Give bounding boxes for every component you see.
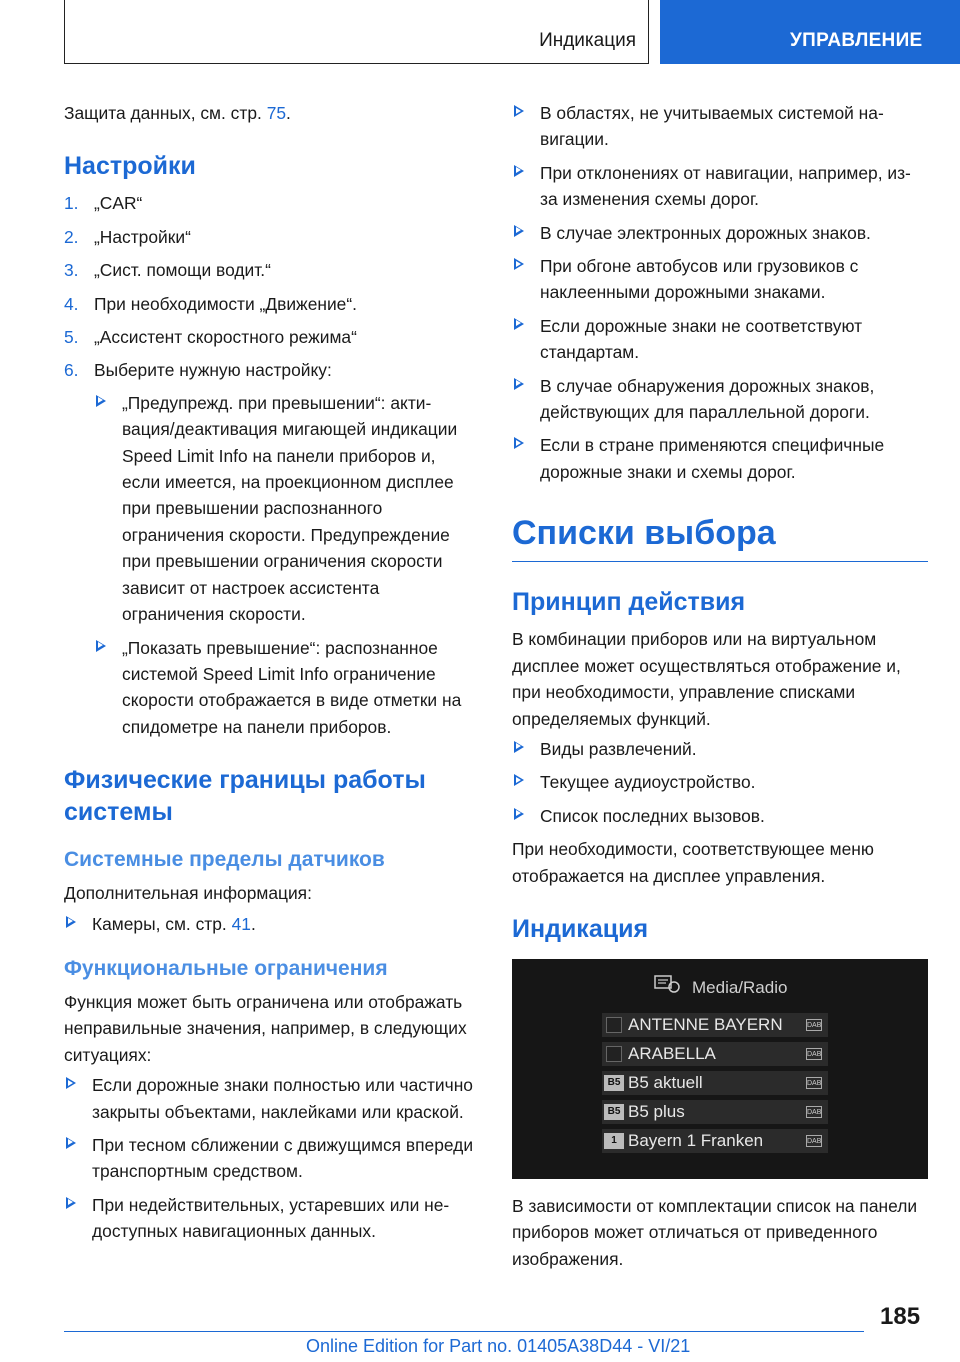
principle-text: В комбинации приборов или на виртуальном дисплее может осуществляться отображение и, при необходимости, управление списками определяемых функций. — [512, 629, 901, 729]
media-radio-icon — [654, 973, 680, 993]
functional-limits-text: Функция может быть ограничена или отображать неправильные значения, например, в следующих ситуациях: — [64, 991, 467, 1065]
header-chapter-label: УПРАВЛЕНИЕ — [790, 30, 923, 51]
dab-icon: DAB — [806, 1048, 822, 1060]
list-item: 5. „Ассистент скоростного режима“ — [64, 327, 357, 348]
triangle-bullet-icon — [96, 640, 106, 652]
settings-heading: Настройки — [64, 152, 196, 181]
triangle-bullet-icon — [514, 258, 524, 270]
cameras-list — [64, 911, 476, 937]
station-item-b5-plus[interactable]: B5 B5 plus — [602, 1100, 828, 1124]
more-info-text: Дополнительная информация: — [64, 883, 312, 904]
station-logo-badge: B5 — [604, 1104, 624, 1120]
header-section-box — [64, 0, 649, 64]
station-item-arabella[interactable]: ARABELLA — [602, 1042, 828, 1066]
triangle-bullet-icon — [514, 225, 524, 237]
station-logo-placeholder — [606, 1017, 622, 1033]
sensors-heading: Системные пределы датчиков — [64, 848, 385, 872]
triangle-bullet-icon — [514, 741, 524, 753]
list-item: При недействительных, устаревших или недоступных навигационных данных. — [64, 1192, 476, 1245]
triangle-bullet-icon — [514, 774, 524, 786]
list-item: Камеры, см. стр. 41. — [64, 911, 476, 937]
principle-list — [512, 736, 928, 829]
dab-icon: DAB — [806, 1106, 822, 1118]
header-section-label: Индикация — [539, 30, 636, 51]
principle-heading: Принцип действия — [512, 588, 746, 617]
list-item: Список последних вызовов. — [512, 803, 928, 829]
list-item: „Предупрежд. при превышении“: активация/деактивация мигающей индикации Speed Limit Info на панели приборов и, если имеется, на проекционном дисплее при превышении распознанного ограничения скорости. Предупреждение при превышении ограничения скорости зависит от настроек ассистента ограничения скорости. — [94, 390, 476, 628]
station-logo-placeholder — [606, 1046, 622, 1062]
list-item: 2. „Настройки“ — [64, 226, 191, 247]
menu-text: При необходимости, соответствующее меню отображается на дисплее управления. — [512, 839, 874, 886]
triangle-bullet-icon — [66, 916, 76, 928]
functional-limits-heading: Функциональные ограничения — [64, 956, 388, 980]
triangle-bullet-icon — [66, 1197, 76, 1209]
list-item: В областях, не учитываемых системой навигации. — [512, 100, 928, 153]
station-logo-badge: 1 — [604, 1133, 624, 1149]
intro-paragraph: Защита данных, см. стр. 75. — [64, 103, 291, 123]
triangle-bullet-icon — [514, 808, 524, 820]
list-item: Если дорожные знаки не соответствуют стандартам. — [512, 313, 928, 366]
triangle-bullet-icon — [514, 165, 524, 177]
list-item: 4. При необходимости „Движение“. — [64, 293, 357, 314]
dab-icon: DAB — [806, 1019, 822, 1031]
list-item: „Показать превышение“: распознанное системой Speed Limit Info ограничение скорости отображается в виде отметки на спидометре на панели приборов. — [94, 635, 476, 741]
station-item-antenne-bayern[interactable]: ANTENNE BAYERN — [602, 1013, 828, 1037]
list-item: В случае электронных дорожных знаков. — [512, 220, 928, 246]
page-link-41[interactable]: 41 — [231, 913, 251, 934]
page-number: 185 — [880, 1303, 921, 1330]
list-item: При обгоне автобусов или грузовиков с наклеенными дорожными знаками. — [512, 253, 928, 306]
limits-continued-list — [512, 100, 928, 485]
footer-divider — [64, 1331, 864, 1332]
settings-steps-list — [64, 190, 476, 740]
station-item-b5-aktuell[interactable]: B5 B5 aktuell — [602, 1071, 828, 1095]
display-heading: Индикация — [512, 914, 649, 943]
settings-sub-bullets — [94, 390, 476, 740]
station-logo-badge: B5 — [604, 1075, 624, 1091]
list-item: 3. „Сист. помощи водит.“ — [64, 260, 271, 281]
footer-edition: Online Edition for Part no. 01405A38D44 - VI/21 — [306, 1336, 691, 1356]
triangle-bullet-icon — [66, 1137, 76, 1149]
selection-lists-heading: Списки выбора — [512, 513, 928, 562]
triangle-bullet-icon — [514, 318, 524, 330]
list-item: При тесном сближении с движущимся впереди транспортным средством. — [64, 1132, 476, 1185]
display-caption: В зависимости от комплектации список на панели приборов может отличаться от приведенного изображения. — [512, 1195, 918, 1269]
triangle-bullet-icon — [514, 437, 524, 449]
list-item: 1. „CAR“ — [64, 193, 143, 214]
screen-title: Media/Radio — [692, 977, 788, 997]
list-item: Если дорожные знаки полностью или частично закрыты объектами, наклейками или краской. — [64, 1072, 476, 1125]
triangle-bullet-icon — [66, 1077, 76, 1089]
dab-icon: DAB — [806, 1077, 822, 1089]
triangle-bullet-icon — [514, 105, 524, 117]
list-item: 6. Выберите нужную настройку: „Предупрежд. при превышении“: активация/деактивация мигающей индикации Speed Limit Info на панели приборов и, если имеется, на проекционном дисплее при превышении распознанного ограничения скорости. Предупреждение при превышении ограничения скорости зависит от настроек ассистента ограничения скорости. „Показать превышение“: распознанное системой Speed Limit Info ограничение скорости отображается в виде отметки на спидометре на панели приборов. — [64, 357, 476, 740]
triangle-bullet-icon — [96, 395, 106, 407]
functional-limits-list — [64, 1072, 476, 1244]
list-item: Если в стране применяются специфичные дорожные знаки и схемы дорог. — [512, 432, 928, 485]
left-column — [64, 100, 476, 1252]
right-column — [512, 100, 928, 1272]
page-link-75[interactable]: 75 — [266, 103, 287, 123]
limits-heading: Физические границы работы системы — [64, 766, 426, 827]
list-item: При отклонениях от навигации, например, из-за изменения схемы дорог. — [512, 160, 928, 213]
list-item: Виды развлечений. — [512, 736, 928, 762]
triangle-bullet-icon — [514, 378, 524, 390]
header-chapter-tab[interactable] — [660, 0, 960, 64]
station-item-bayern-1-franken[interactable]: 1 Bayern 1 Franken — [602, 1129, 828, 1153]
dab-icon: DAB — [806, 1135, 822, 1147]
list-item: В случае обнаружения дорожных знаков, действующих для параллельной дороги. — [512, 373, 928, 426]
media-radio-screen — [512, 959, 928, 1179]
list-item: Текущее аудиоустройство. — [512, 769, 928, 795]
